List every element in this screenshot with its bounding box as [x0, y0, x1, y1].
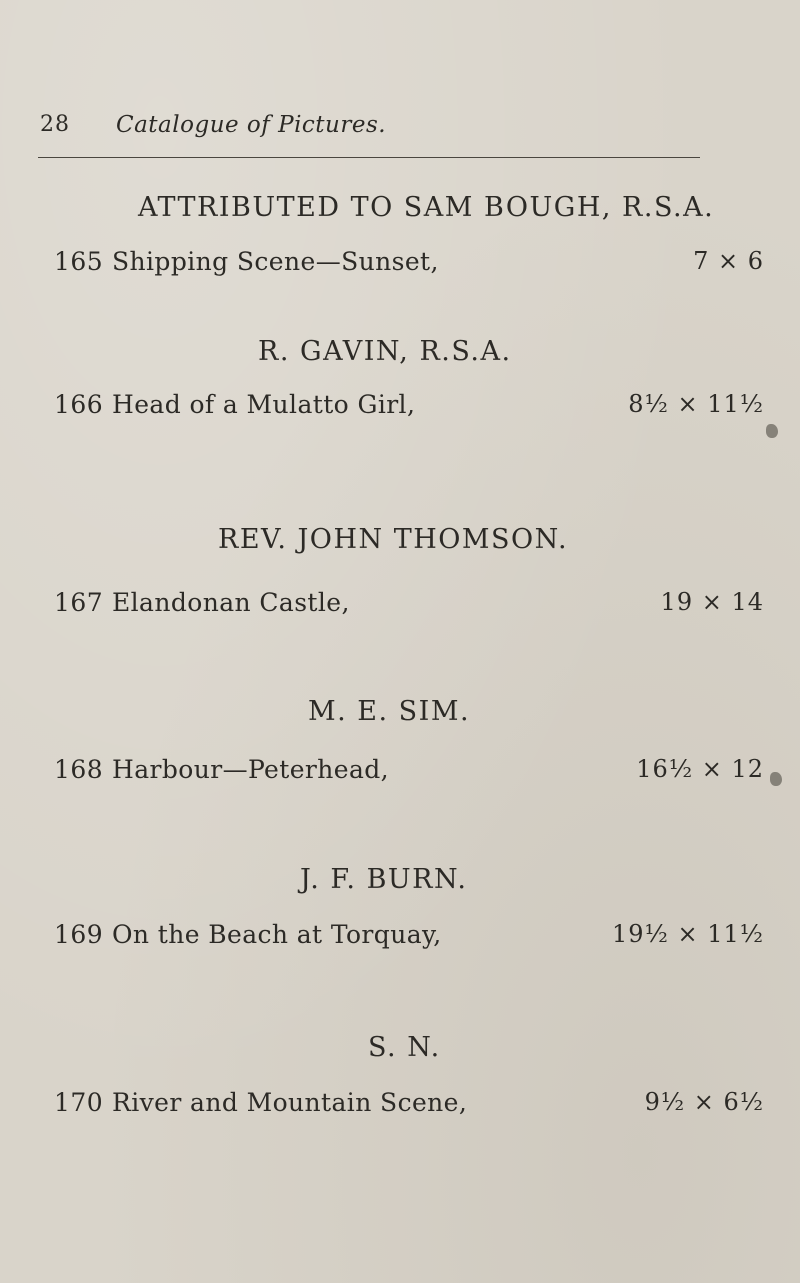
entry-title: River and Mountain Scene, — [112, 1088, 468, 1117]
entry-title: Elandonan Castle, — [112, 588, 350, 617]
catalogue-entry — [54, 755, 764, 795]
entry-number: 166 — [54, 390, 104, 419]
header-rule — [38, 157, 700, 158]
entry-size: 7 × 6 — [693, 247, 764, 275]
entry-number: 169 — [54, 920, 104, 949]
entry-size: 16½ × 12 — [636, 755, 764, 783]
entry-number: 167 — [54, 588, 104, 617]
entry-size: 9½ × 6½ — [644, 1088, 764, 1116]
catalogue-entry — [54, 920, 764, 960]
catalogue-entry — [54, 1088, 764, 1128]
entry-size: 19½ × 11½ — [612, 920, 764, 948]
entry-title: Harbour—Peterhead, — [112, 755, 389, 784]
entry-title: Head of a Mulatto Girl, — [112, 390, 416, 419]
entry-size: 19 × 14 — [660, 588, 764, 616]
artist-heading: R. GAVIN, R.S.A. — [258, 336, 512, 367]
paper-speck — [766, 424, 778, 438]
catalogue-entry — [54, 588, 764, 628]
catalogue-entry — [54, 390, 764, 430]
entry-title: On the Beach at Torquay, — [112, 920, 442, 949]
page-number: 28 — [40, 112, 70, 137]
artist-heading: S. N. — [368, 1032, 441, 1063]
catalogue-entry — [54, 247, 764, 287]
artist-heading: J. F. BURN. — [300, 864, 468, 895]
entry-number: 170 — [54, 1088, 104, 1117]
artist-heading: M. E. SIM. — [308, 696, 471, 727]
entry-size: 8½ × 11½ — [628, 390, 764, 418]
running-title: Catalogue of Pictures. — [116, 112, 387, 138]
entry-number: 165 — [54, 247, 104, 276]
paper-speck — [770, 772, 782, 786]
artist-heading: ATTRIBUTED TO SAM BOUGH, R.S.A. — [138, 192, 715, 223]
artist-heading: REV. JOHN THOMSON. — [218, 524, 569, 555]
entry-number: 168 — [54, 755, 104, 784]
running-head — [40, 112, 700, 152]
entry-title: Shipping Scene—Sunset, — [112, 247, 439, 276]
